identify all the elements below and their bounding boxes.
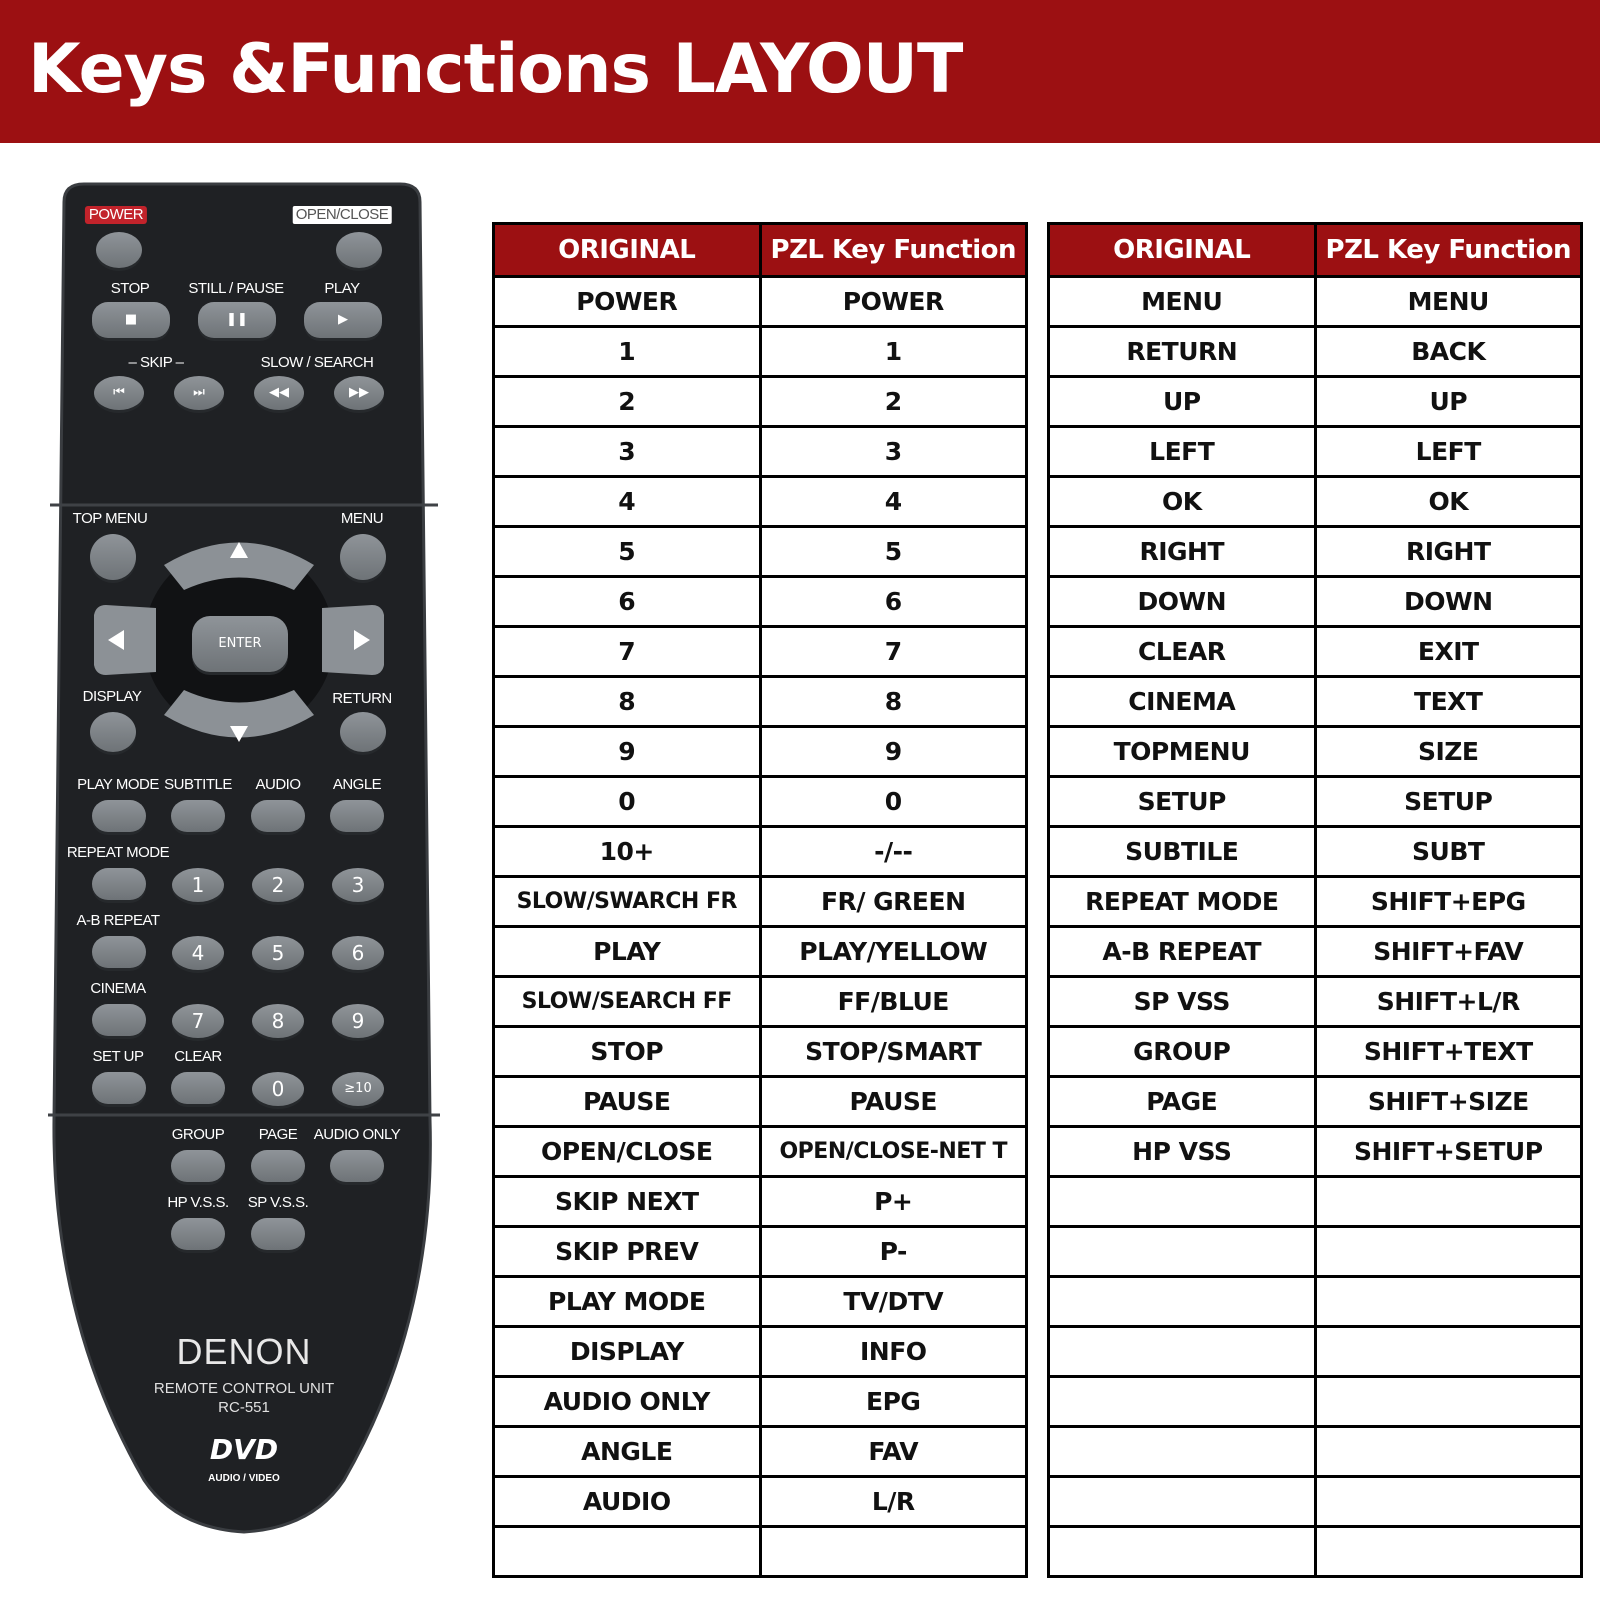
original-key-cell: RIGHT <box>1049 527 1316 577</box>
stop-button[interactable] <box>92 302 170 338</box>
pzl-function-cell: TV/DTV <box>760 1277 1027 1327</box>
table-row <box>494 1227 1027 1277</box>
pzl-function-cell: L/R <box>760 1477 1027 1527</box>
pzl-function-cell: TEXT <box>1315 677 1582 727</box>
pzl-function-cell: LEFT <box>1315 427 1582 477</box>
table-header-row <box>494 224 1027 277</box>
hp-vss-button[interactable] <box>171 1218 225 1250</box>
pzl-function-cell: SIZE <box>1315 727 1582 777</box>
table-row <box>1049 1077 1582 1127</box>
table-row <box>1049 927 1582 977</box>
table-row <box>1049 527 1582 577</box>
pzl-function-cell <box>1315 1177 1582 1227</box>
pzl-function-cell: BACK <box>1315 327 1582 377</box>
set-up-label: SET UP <box>92 1048 144 1065</box>
table-row <box>1049 327 1582 377</box>
original-key-cell: PAGE <box>1049 1077 1316 1127</box>
pzl-function-cell <box>1315 1327 1582 1377</box>
slow-search-fwd-button[interactable] <box>334 376 384 410</box>
dvd-logo: DVD <box>209 1433 279 1466</box>
brand-logo: DENON <box>176 1331 312 1372</box>
repeat-mode-button[interactable] <box>92 868 146 900</box>
original-key-cell <box>1049 1477 1316 1527</box>
pzl-function-cell: -/-- <box>760 827 1027 877</box>
original-key-cell: UP <box>1049 377 1316 427</box>
original-key-cell: SLOW/SEARCH FF <box>494 977 761 1027</box>
enter-label: ENTER <box>218 636 262 651</box>
column-header-original: ORIGINAL <box>494 224 761 277</box>
table-row <box>494 677 1027 727</box>
play-button[interactable] <box>304 302 382 338</box>
pzl-function-cell: 6 <box>760 577 1027 627</box>
clear-label: CLEAR <box>174 1048 222 1065</box>
digit-3-button[interactable]: 3 <box>332 868 384 902</box>
table-row <box>494 827 1027 877</box>
stop-label: STOP <box>110 280 150 297</box>
original-key-cell: SKIP PREV <box>494 1227 761 1277</box>
digit-0-button[interactable]: 0 <box>252 1072 304 1106</box>
play-mode-button[interactable] <box>92 800 146 832</box>
table-row <box>1049 827 1582 877</box>
display-button[interactable] <box>90 712 136 752</box>
table-row <box>494 377 1027 427</box>
original-key-cell: PLAY MODE <box>494 1277 761 1327</box>
table-row <box>1049 677 1582 727</box>
pzl-function-cell <box>1315 1227 1582 1277</box>
original-key-cell: 9 <box>494 727 761 777</box>
original-key-cell: 6 <box>494 577 761 627</box>
digit-6-button[interactable]: 6 <box>332 936 384 970</box>
table-row <box>1049 1127 1582 1177</box>
table-row <box>494 627 1027 677</box>
group-button[interactable] <box>171 1150 225 1182</box>
digit-4-button[interactable]: 4 <box>172 936 224 970</box>
pzl-function-cell: SHIFT+L/R <box>1315 977 1582 1027</box>
original-key-cell: AUDIO ONLY <box>494 1377 761 1427</box>
ten-plus-button[interactable]: ≥10 <box>332 1072 384 1106</box>
pause-button[interactable] <box>198 302 276 338</box>
original-key-cell: GROUP <box>1049 1027 1316 1077</box>
original-key-cell: STOP <box>494 1027 761 1077</box>
slow-search-rev-button[interactable] <box>254 376 304 410</box>
rewind-icon: ◀◀ <box>269 385 289 400</box>
audio-only-button[interactable] <box>330 1150 384 1182</box>
digit-9-button[interactable]: 9 <box>332 1004 384 1038</box>
table-row <box>1049 777 1582 827</box>
table-row <box>494 1377 1027 1427</box>
pzl-function-cell: PLAY/YELLOW <box>760 927 1027 977</box>
original-key-cell: CLEAR <box>1049 627 1316 677</box>
open-close-button[interactable] <box>336 232 382 268</box>
header-banner <box>0 0 1600 143</box>
pzl-function-cell: SETUP <box>1315 777 1582 827</box>
original-key-cell: DISPLAY <box>494 1327 761 1377</box>
table-row <box>1049 1327 1582 1377</box>
fast-forward-icon: ▶▶ <box>349 385 369 400</box>
digit-5-button[interactable]: 5 <box>252 936 304 970</box>
skip-prev-button[interactable] <box>94 376 144 410</box>
original-key-cell <box>1049 1227 1316 1277</box>
skip-next-button[interactable] <box>174 376 224 410</box>
pzl-function-cell: P+ <box>760 1177 1027 1227</box>
table-row <box>494 577 1027 627</box>
open-close-label: OPEN/CLOSE <box>293 206 392 224</box>
page-button[interactable] <box>251 1150 305 1182</box>
table-row <box>1049 1427 1582 1477</box>
pzl-function-cell <box>1315 1427 1582 1477</box>
pzl-function-cell: SHIFT+FAV <box>1315 927 1582 977</box>
table-row <box>494 927 1027 977</box>
subtitle-label: SUBTITLE <box>164 776 232 793</box>
original-key-cell: 7 <box>494 627 761 677</box>
pzl-function-cell: STOP/SMART <box>760 1027 1027 1077</box>
pzl-function-cell: 2 <box>760 377 1027 427</box>
table-row <box>494 777 1027 827</box>
original-key-cell: HP VSS <box>1049 1127 1316 1177</box>
table-row <box>494 1177 1027 1227</box>
table-row <box>494 1077 1027 1127</box>
table-row <box>494 327 1027 377</box>
pzl-function-cell: OK <box>1315 477 1582 527</box>
pzl-function-cell: FF/BLUE <box>760 977 1027 1027</box>
table-row <box>1049 1377 1582 1427</box>
pzl-function-cell: DOWN <box>1315 577 1582 627</box>
column-header-pzl-function: PZL Key Function <box>1315 224 1582 277</box>
original-key-cell: SLOW/SWARCH FR <box>494 877 761 927</box>
digit-1-button[interactable]: 1 <box>172 868 224 902</box>
pzl-function-cell: EXIT <box>1315 627 1582 677</box>
table-row <box>494 277 1027 327</box>
digit-2-button[interactable]: 2 <box>252 868 304 902</box>
audio-label: AUDIO <box>255 776 301 793</box>
pzl-function-cell <box>760 1527 1027 1577</box>
original-key-cell <box>1049 1277 1316 1327</box>
ab-repeat-label: A-B REPEAT <box>76 912 160 929</box>
return-label: RETURN <box>332 690 392 707</box>
original-key-cell: POWER <box>494 277 761 327</box>
pzl-function-cell: SHIFT+EPG <box>1315 877 1582 927</box>
pzl-function-cell: FAV <box>760 1427 1027 1477</box>
audio-button[interactable] <box>251 800 305 832</box>
pause-icon: ❚❚ <box>226 312 248 327</box>
table-row <box>1049 577 1582 627</box>
original-key-cell <box>1049 1427 1316 1477</box>
original-key-cell: OPEN/CLOSE <box>494 1127 761 1177</box>
table-header-row <box>1049 224 1582 277</box>
original-key-cell: 4 <box>494 477 761 527</box>
table-row <box>494 427 1027 477</box>
column-header-original: ORIGINAL <box>1049 224 1316 277</box>
table-row <box>494 1427 1027 1477</box>
original-key-cell: CINEMA <box>1049 677 1316 727</box>
pzl-function-cell: SUBT <box>1315 827 1582 877</box>
digit-7-button[interactable]: 7 <box>172 1004 224 1038</box>
pzl-function-cell <box>1315 1377 1582 1427</box>
original-key-cell: SKIP NEXT <box>494 1177 761 1227</box>
table-row <box>494 1477 1027 1527</box>
original-key-cell: SUBTILE <box>1049 827 1316 877</box>
key-mapping-table-left <box>492 222 1028 1578</box>
pzl-function-cell: OPEN/CLOSE-NET T <box>760 1127 1027 1177</box>
digit-8-button[interactable]: 8 <box>252 1004 304 1038</box>
table-row <box>494 527 1027 577</box>
pzl-function-cell: UP <box>1315 377 1582 427</box>
remote-control <box>44 180 444 1560</box>
sp-vss-label: SP V.S.S. <box>247 1194 309 1211</box>
stop-icon: ■ <box>124 312 138 327</box>
table-row <box>494 1277 1027 1327</box>
table-row <box>1049 1277 1582 1327</box>
power-button[interactable] <box>96 232 142 268</box>
original-key-cell: DOWN <box>1049 577 1316 627</box>
table-row <box>1049 377 1582 427</box>
pzl-function-cell: RIGHT <box>1315 527 1582 577</box>
dvd-logo-subtitle: AUDIO / VIDEO <box>208 1473 280 1484</box>
table-row <box>494 877 1027 927</box>
page-title: Keys &Functions LAYOUT <box>28 30 963 109</box>
original-key-cell: OK <box>1049 477 1316 527</box>
table-row <box>1049 1027 1582 1077</box>
pzl-function-cell: 1 <box>760 327 1027 377</box>
table-row <box>494 1127 1027 1177</box>
table-row <box>1049 1227 1582 1277</box>
unit-name: REMOTE CONTROL UNIT <box>153 1380 335 1397</box>
table-row <box>494 1527 1027 1577</box>
original-key-cell: PAUSE <box>494 1077 761 1127</box>
original-key-cell: RETURN <box>1049 327 1316 377</box>
table-row <box>1049 727 1582 777</box>
pzl-function-cell: 4 <box>760 477 1027 527</box>
table-row <box>494 1027 1027 1077</box>
play-label: PLAY <box>324 280 360 297</box>
angle-label: ANGLE <box>332 776 382 793</box>
table-row <box>1049 277 1582 327</box>
audio-only-label: AUDIO ONLY <box>313 1126 401 1143</box>
left-key <box>94 605 156 675</box>
repeat-mode-label: REPEAT MODE <box>66 844 170 861</box>
power-label: POWER <box>85 206 147 224</box>
table-row <box>1049 477 1582 527</box>
table-row <box>1049 1477 1582 1527</box>
pzl-function-cell: SHIFT+TEXT <box>1315 1027 1582 1077</box>
column-header-pzl-function: PZL Key Function <box>760 224 1027 277</box>
pzl-function-cell: POWER <box>760 277 1027 327</box>
original-key-cell: 5 <box>494 527 761 577</box>
pzl-function-cell: SHIFT+SETUP <box>1315 1127 1582 1177</box>
pzl-function-cell: EPG <box>760 1377 1027 1427</box>
table-row <box>494 977 1027 1027</box>
original-key-cell: AUDIO <box>494 1477 761 1527</box>
original-key-cell: 8 <box>494 677 761 727</box>
subtitle-button[interactable] <box>171 800 225 832</box>
pzl-function-cell <box>1315 1477 1582 1527</box>
pzl-function-cell: 8 <box>760 677 1027 727</box>
display-label: DISPLAY <box>82 688 142 705</box>
table-row <box>494 727 1027 777</box>
key-mapping-table-right <box>1047 222 1583 1578</box>
set-up-button[interactable] <box>92 1072 146 1104</box>
enter-button[interactable] <box>192 616 288 672</box>
play-icon: ▶ <box>338 312 348 327</box>
play-mode-label: PLAY MODE <box>77 776 159 793</box>
original-key-cell <box>1049 1177 1316 1227</box>
table-row <box>1049 1177 1582 1227</box>
clear-button[interactable] <box>171 1072 225 1104</box>
pzl-function-cell: PAUSE <box>760 1077 1027 1127</box>
original-key-cell: SP VSS <box>1049 977 1316 1027</box>
original-key-cell: TOPMENU <box>1049 727 1316 777</box>
top-menu-button[interactable] <box>90 534 136 580</box>
cinema-button[interactable] <box>92 1004 146 1036</box>
original-key-cell: 2 <box>494 377 761 427</box>
original-key-cell: ANGLE <box>494 1427 761 1477</box>
original-key-cell <box>1049 1327 1316 1377</box>
original-key-cell: REPEAT MODE <box>1049 877 1316 927</box>
original-key-cell: 3 <box>494 427 761 477</box>
skip-prev-icon: ⏮ <box>113 385 125 400</box>
sp-vss-button[interactable] <box>251 1218 305 1250</box>
original-key-cell: MENU <box>1049 277 1316 327</box>
table-row <box>1049 1527 1582 1577</box>
model-number: RC-551 <box>218 1399 270 1416</box>
original-key-cell: 10+ <box>494 827 761 877</box>
original-key-cell: PLAY <box>494 927 761 977</box>
pzl-function-cell <box>1315 1277 1582 1327</box>
original-key-cell <box>1049 1527 1316 1577</box>
original-key-cell <box>494 1527 761 1577</box>
slow-search-label: SLOW / SEARCH <box>260 354 374 371</box>
hp-vss-label: HP V.S.S. <box>167 1194 229 1211</box>
cinema-label: CINEMA <box>90 980 146 997</box>
return-button[interactable] <box>340 712 386 752</box>
menu-label: MENU <box>340 510 384 527</box>
pzl-function-cell: 9 <box>760 727 1027 777</box>
table-row <box>1049 427 1582 477</box>
original-key-cell: LEFT <box>1049 427 1316 477</box>
page-label: PAGE <box>258 1126 298 1143</box>
table-row <box>1049 877 1582 927</box>
menu-button[interactable] <box>340 534 386 580</box>
original-key-cell: SETUP <box>1049 777 1316 827</box>
still-pause-label: STILL / PAUSE <box>188 280 284 297</box>
pzl-function-cell: SHIFT+SIZE <box>1315 1077 1582 1127</box>
group-label: GROUP <box>171 1126 225 1143</box>
original-key-cell: A-B REPEAT <box>1049 927 1316 977</box>
pzl-function-cell <box>1315 1527 1582 1577</box>
original-key-cell <box>1049 1377 1316 1427</box>
ab-repeat-button[interactable] <box>92 936 146 968</box>
table-row <box>494 477 1027 527</box>
table-row <box>1049 977 1582 1027</box>
top-menu-label: TOP MENU <box>72 510 148 527</box>
angle-button[interactable] <box>330 800 384 832</box>
table-row <box>1049 627 1582 677</box>
pzl-function-cell: INFO <box>760 1327 1027 1377</box>
pzl-function-cell: MENU <box>1315 277 1582 327</box>
pzl-function-cell: FR/ GREEN <box>760 877 1027 927</box>
right-key <box>322 605 384 675</box>
pzl-function-cell: 3 <box>760 427 1027 477</box>
pzl-function-cell: 5 <box>760 527 1027 577</box>
pzl-function-cell: P- <box>760 1227 1027 1277</box>
skip-label: – SKIP – <box>128 354 184 371</box>
pzl-function-cell: 0 <box>760 777 1027 827</box>
skip-next-icon: ⏭ <box>193 385 205 400</box>
original-key-cell: 0 <box>494 777 761 827</box>
pzl-function-cell: 7 <box>760 627 1027 677</box>
original-key-cell: 1 <box>494 327 761 377</box>
table-row <box>494 1327 1027 1377</box>
